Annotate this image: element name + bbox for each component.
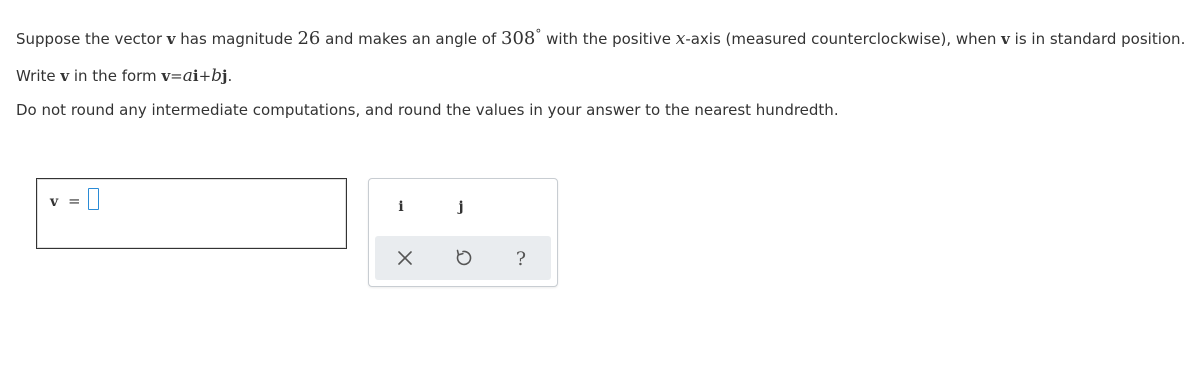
undo-icon — [451, 246, 475, 270]
undo-button[interactable] — [451, 246, 475, 270]
answer-vector-v: v — [50, 194, 59, 210]
problem-statement-line-3: Do not round any intermediate computations, and round the values in your answer to the nearest hundredth. — [16, 101, 839, 119]
key-j-button[interactable]: j — [458, 199, 464, 215]
clear-button[interactable] — [393, 246, 417, 270]
problem-text: and makes an angle of — [320, 30, 501, 48]
problem-text: in the form — [69, 67, 162, 85]
vector-v: v — [60, 67, 70, 85]
help-icon — [509, 246, 533, 270]
problem-text: -axis (measured counterclockwise), when — [685, 30, 1002, 48]
close-icon — [393, 246, 417, 270]
form-plus: + — [198, 67, 212, 85]
keypad-action-bar — [375, 236, 551, 280]
problem-text: Write — [16, 67, 61, 85]
problem-text: has magnitude — [175, 30, 298, 48]
vector-v: v — [1001, 30, 1010, 48]
magnitude-value: 26 — [297, 28, 321, 49]
key-i-button[interactable]: i — [398, 199, 404, 215]
vector-v: v — [166, 30, 176, 48]
problem-text: . — [227, 67, 233, 85]
problem-text: with the positive — [541, 30, 676, 48]
math-keypad — [368, 178, 558, 287]
form-j: j — [222, 67, 228, 85]
degree-symbol: ° — [535, 27, 542, 41]
problem-statement-line-2 — [16, 66, 232, 86]
problem-statement-line-1 — [16, 27, 1185, 49]
answer-slot[interactable] — [88, 188, 99, 210]
form-equals: = — [170, 67, 183, 85]
problem-text: is in standard position. — [1009, 30, 1186, 48]
form-v: v — [161, 67, 171, 85]
help-label: ? — [515, 248, 527, 270]
problem-text: Suppose the vector — [16, 30, 167, 48]
form-b: b — [211, 66, 223, 86]
form-a: a — [182, 66, 193, 86]
form-i: i — [192, 67, 199, 85]
answer-equals: = — [68, 192, 81, 210]
vector-form-expression — [161, 67, 227, 85]
answer-input-box[interactable] — [36, 178, 347, 249]
help-button[interactable] — [509, 246, 533, 270]
angle-value: 308 — [501, 28, 536, 49]
x-variable: x — [675, 29, 686, 49]
